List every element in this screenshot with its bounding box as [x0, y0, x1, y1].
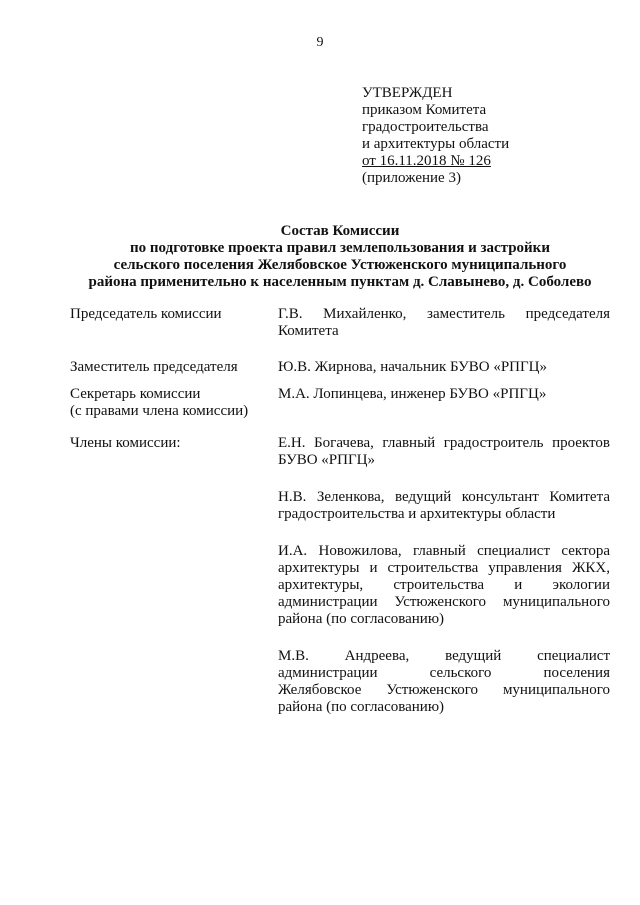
person-line: района (по согласованию) [278, 699, 445, 715]
role-line: (с правами члена комиссии) [70, 403, 249, 419]
person-line: архитектуры и строительства управления ЖКХ, [278, 560, 610, 576]
page-number: 9 [316, 35, 324, 50]
role-line: Секретарь комиссии [70, 386, 201, 402]
person-line: Желябовское Устюженского муниципального [278, 682, 610, 698]
person-line: градостроительства и архитектуры области [278, 506, 556, 522]
person-line: района (по согласованию) [278, 611, 445, 627]
secretary-role [70, 386, 270, 420]
deputy-person [278, 359, 610, 376]
title-line: сельского поселения Желябовское Устюженского муниципального [113, 257, 567, 273]
person-line: Ю.В. Жирнова, начальник БУВО «РПГЦ» [278, 359, 548, 375]
person-line: Е.Н. Богачева, главный градостроитель проектов [278, 435, 610, 451]
chair-role: Председатель комиссии [70, 306, 222, 322]
approval-title: УТВЕРЖДЕН [362, 85, 453, 101]
title-line: района применительно к населенным пунктам д. Славынево, д. Соболево [88, 274, 592, 290]
title-line: Состав Комиссии [280, 223, 400, 239]
person-line: администрации сельского поселения [278, 665, 610, 681]
member-entry [278, 648, 610, 716]
deputy-role: Заместитель председателя [70, 359, 238, 375]
title-line: по подготовке проекта правил землепользования и застройки [130, 240, 550, 256]
person-line: М.А. Лопинцева, инженер БУВО «РПГЦ» [278, 386, 547, 402]
members-role: Члены комиссии: [70, 435, 181, 451]
person-line: Г.В. Михайленко, заместитель председателя [278, 306, 610, 322]
person-line: М.В. Андреева, ведущий специалист [278, 648, 610, 664]
approval-appendix: (приложение 3) [362, 170, 461, 186]
chair-person [278, 306, 610, 340]
member-entry [278, 489, 610, 523]
document-title [60, 223, 620, 291]
person-line: И.А. Новожилова, главный специалист сектора [278, 543, 610, 559]
person-line: БУВО «РПГЦ» [278, 452, 375, 468]
approval-line: и архитектуры области [362, 136, 510, 152]
person-line: Н.В. Зеленкова, ведущий консультант Комитета [278, 489, 610, 505]
approval-stamp [362, 85, 509, 187]
person-line: Комитета [278, 323, 339, 339]
approval-line: приказом Комитета [362, 102, 487, 118]
person-line: архитектуры, строительства и экологии [278, 577, 610, 593]
secretary-person [278, 386, 610, 403]
person-line: администрации Устюженского муниципального [278, 594, 610, 610]
member-entry [278, 543, 610, 628]
approval-order-date: от 16.11.2018 № 126 [362, 153, 491, 169]
approval-line: градостроительства [362, 119, 489, 135]
member-entry [278, 435, 610, 469]
